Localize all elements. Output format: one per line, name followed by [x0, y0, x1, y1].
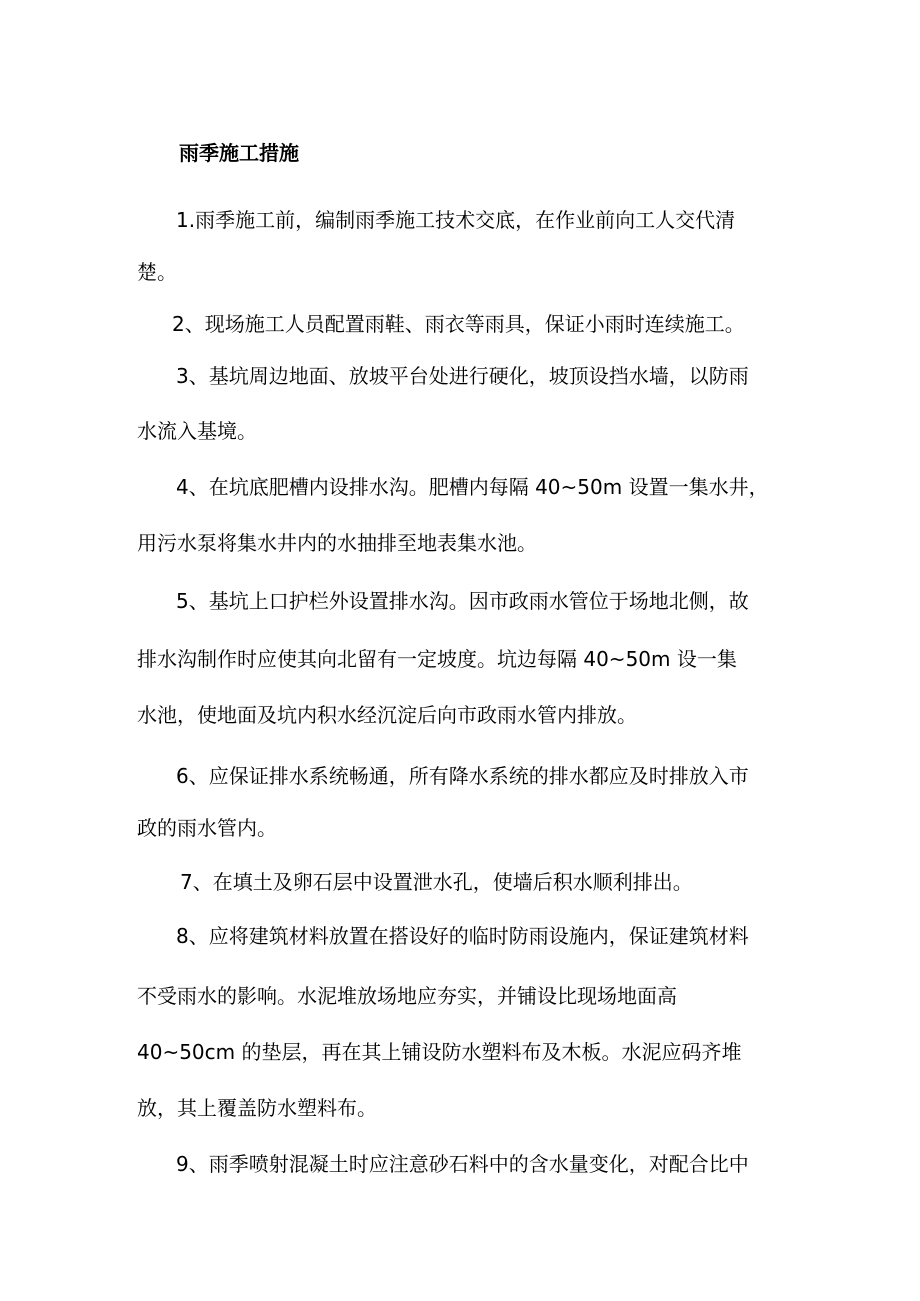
paragraph-5-line-1: 5、基坑上口护栏外设置排水沟。因市政雨水管位于场地北侧，故	[176, 589, 749, 613]
paragraph-5-line-3: 水池，使地面及坑内积水经沉淀后向市政雨水管内排放。	[137, 703, 637, 727]
paragraph-7-line-1: 7、在填土及卵石层中设置泄水孔，使墙后积水顺利排出。	[180, 870, 693, 894]
document-title: 雨季施工措施	[179, 141, 299, 165]
paragraph-8-line-1: 8、应将建筑材料放置在搭设好的临时防雨设施内，保证建筑材料	[176, 924, 749, 948]
paragraph-8-line-2: 不受雨水的影响。水泥堆放场地应夯实，并铺设比现场地面高	[137, 984, 677, 1008]
paragraph-4-line-1: 4、在坑底肥槽内设排水沟。肥槽内每隔 40~50m 设置一集水井，	[176, 475, 769, 499]
paragraph-6-line-1: 6、应保证排水系统畅通，所有降水系统的排水都应及时排放入市	[176, 764, 749, 788]
paragraph-1-line-2: 楚。	[137, 260, 177, 284]
paragraph-3-line-2: 水流入基境。	[137, 419, 257, 443]
paragraph-8-line-3: 40~50cm 的垫层，再在其上铺设防水塑料布及木板。水泥应码齐堆	[137, 1040, 742, 1064]
paragraph-3-line-1: 3、基坑周边地面、放坡平台处进行硬化，坡顶设挡水墙，以防雨	[176, 364, 749, 388]
paragraph-5-line-2: 排水沟制作时应使其向北留有一定坡度。坑边每隔 40~50m 设一集	[137, 647, 737, 671]
paragraph-8-line-4: 放，其上覆盖防水塑料布。	[137, 1096, 377, 1120]
paragraph-1-line-1: 1.雨季施工前，编制雨季施工技术交底，在作业前向工人交代清	[176, 208, 736, 232]
paragraph-9-line-1: 9、雨季喷射混凝土时应注意砂石料中的含水量变化，对配合比中	[176, 1152, 749, 1176]
paragraph-2-line-1: 2、现场施工人员配置雨鞋、雨衣等雨具，保证小雨时连续施工。	[172, 312, 745, 336]
paragraph-6-line-2: 政的雨水管内。	[137, 816, 277, 840]
paragraph-4-line-2: 用污水泵将集水井内的水抽排至地表集水池。	[137, 531, 537, 555]
